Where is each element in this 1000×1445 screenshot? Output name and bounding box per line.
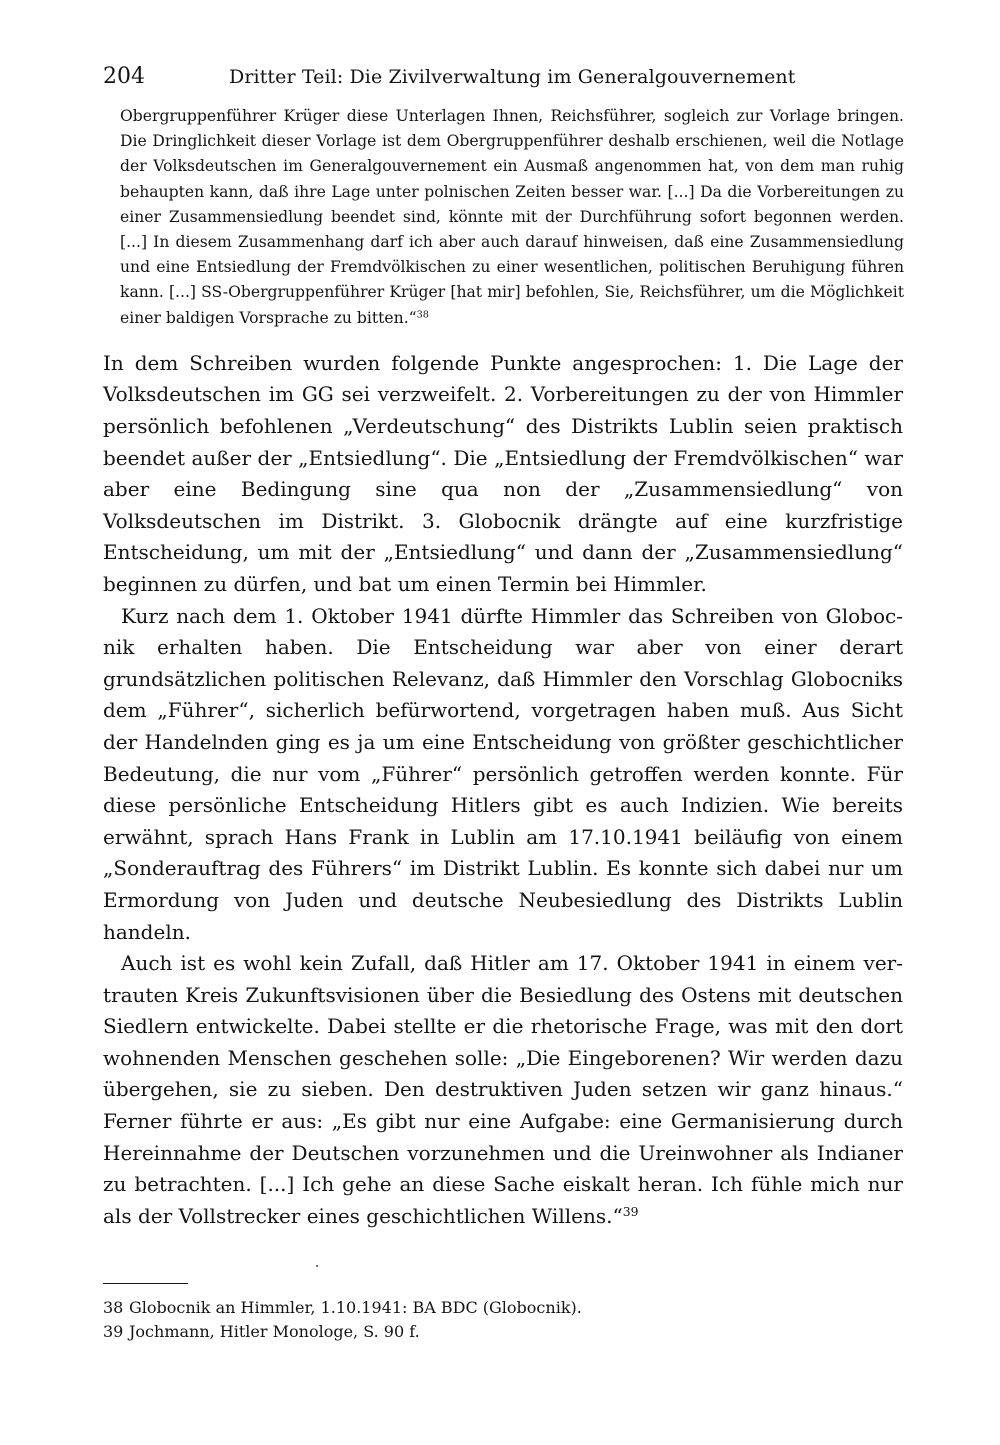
block-quote-text: Obergruppenführer Krüger diese Unterlagen Ihnen, Reichsführer, sogleich zur Vorlage bringen. Die Dringlichkeit dieser Vorlage ist dem Obergruppenführer deshalb erschienen, weil die Notlage der Volksdeutschen im Generalgouvernement ein Ausmaß angenommen hat, von dem man ruhig behaupten kann, daß ihre Lage unter polnischen Zeiten besser war. [...] Da die Vorbereitungen zu einer Zusammensiedlung beendet sind, könnte mit der Durchführung sofort begonnen werden. [...] In diesem Zusammenhang darf ich aber auch darauf hinweisen, daß eine Zusammensiedlung und eine Entsiedlung der Fremdvölkischen zu einer wesentlichen, politischen Beruhigung führen kann. [...] SS-Obergruppenführer Krüger [hat mir] befohlen, Sie, Reichsführer, um die Möglichkeit einer baldigen Vorsprache zu bitten.“ [120, 107, 904, 327]
footnote-ref-39[interactable]: 39 [622, 1204, 639, 1220]
footnote-38 [103, 1296, 903, 1320]
paragraph-text: Auch ist es wohl kein Zufall, daß Hitler am 17. Oktober 1941 in einem vertrauten Kreis Zukunftsvisionen über die Besiedlung des Ostens mit deutschen Siedlern entwickelte. Dabei stellte er die rhetorische Frage, was mit den dort wohnenden Menschen geschehen solle: „Die Eingeborenen? Wir werden dazu übergehen, sie zu sieben. Den destruktiven Juden setzen wir ganz hinaus.“ Ferner führte er aus: „Es gibt nur eine Aufgabe: eine Germanisierung durch Hereinnahme der Deutschen vorzunehmen und die Ureinwohner als Indianer zu betrachten. [...] Ich gehe an diese Sache eiskalt heran. Ich fühle mich nur als der Vollstrecker eines geschichtlichen Willens.“ [103, 951, 903, 1228]
paragraph-text: Kurz nach dem 1. Oktober 1941 dürfte Himmler das Schreiben von Globocnik erhalten haben. Die Entscheidung war aber von einer derart grundsätzlichen politischen Relevanz, daß Himmler den Vorschlag Globocniks dem „Führer“, sicherlich befürwortend, vorgetragen haben muß. Aus Sicht der Handelnden ging es ja um eine Entscheidung von größter geschichtlicher Bedeutung, die nur vom „Führer“ persönlich getroffen werden konnte. Für diese persönliche Entscheidung Hitlers gibt es auch Indizien. Wie bereits erwähnt, sprach Hans Frank in Lublin am 17.10.1941 beiläufig von einem „Sonderauftrag des Führers“ im Distrikt Lublin. Es konnte sich dabei nur um Ermordung von Juden und deutsche Neubesiedlung des Distrikts Lublin handeln. [103, 603, 903, 944]
block-quote [120, 104, 904, 331]
book-page [103, 64, 903, 1232]
footnote-number: 39 [103, 1322, 124, 1341]
paragraph-text: In dem Schreiben wurden folgende Punkte angesprochen: 1. Die Lage der Volksdeutschen im GG sei verzweifelt. 2. Vorbereitungen zu der von Himmler persönlich befohlenen „Verdeutschung“ des Distrikts Lublin seien praktisch beendet außer der „Entsiedlung“. Die „Entsiedlung der Fremdvölkischen“ war aber eine Bedingung sine qua non der „Zusammensiedlung“ von Volksdeutschen im Distrikt. 3. Globocnik drängte auf eine kurzfristige Entscheidung, um mit der „Entsiedlung“ und dann der „Zusammensiedlung“ beginnen zu dürfen, und bat um einen Termin bei Himmler. [103, 350, 903, 596]
footnote-39 [103, 1320, 903, 1344]
footnote-text: Jochmann, Hitler Monologe, S. 90 f. [129, 1322, 420, 1341]
running-header [103, 64, 903, 104]
paragraph [103, 601, 903, 949]
body-text [103, 348, 903, 1233]
footnote-text: Globocnik an Himmler, 1.10.1941: BA BDC (Globocnik). [129, 1298, 582, 1317]
stray-dot [316, 1265, 318, 1267]
footnote-number: 38 [103, 1298, 124, 1317]
paragraph [103, 948, 903, 1232]
running-title: Dritter Teil: Die Zivilverwaltung im Generalgouvernement [229, 66, 796, 88]
footnote-ref-38[interactable]: 38 [416, 309, 429, 321]
footnote-divider [103, 1283, 188, 1284]
page-number: 204 [103, 64, 145, 89]
footnotes [103, 1296, 903, 1344]
paragraph [103, 348, 903, 601]
